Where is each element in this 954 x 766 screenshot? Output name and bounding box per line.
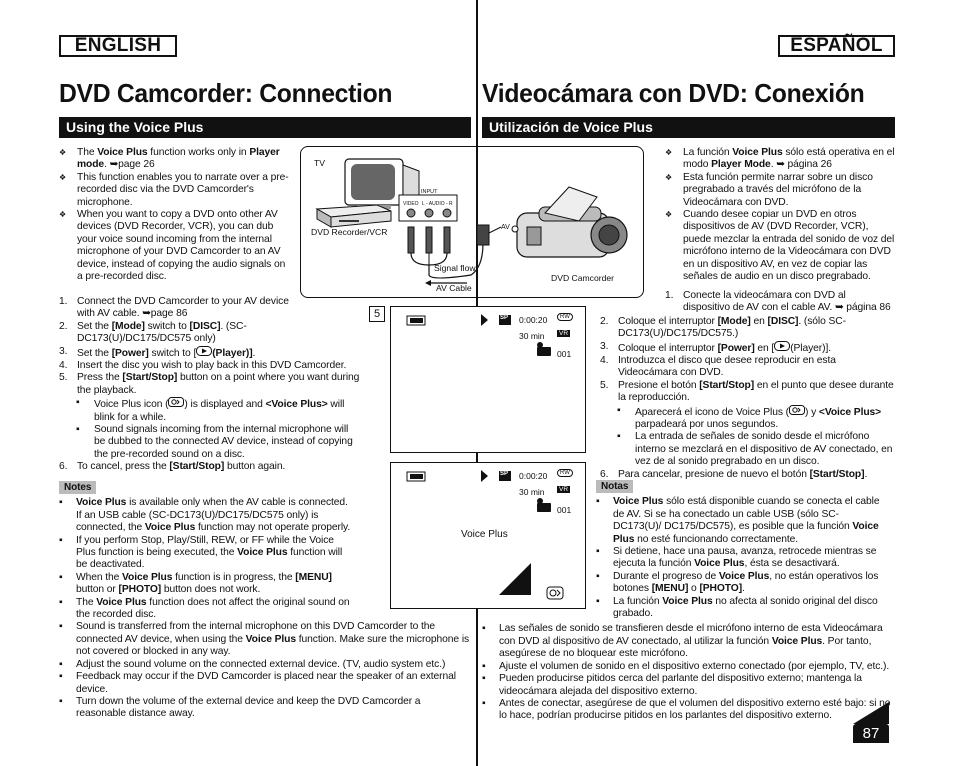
disc-format-badge: VR (559, 486, 569, 493)
connection-diagram (300, 146, 644, 298)
en-note: ▪ Adjust the sound volume on the connected external device. (TV, audio system etc.) (59, 659, 471, 671)
en-note: ▪ The Voice Plus function does not affect the original sound on the recorded disc. (59, 597, 355, 622)
time-code: 0:00:20 (519, 315, 548, 325)
en-step: 3. Set the [Power] switch to [ (Player)]. (59, 345, 256, 359)
play-icon (774, 341, 790, 355)
en-step: 1. Connect the DVD Camcorder to your AV device with AV cable. ➥page 86 (59, 296, 289, 320)
en-substep: ▪ Sound signals incoming from the internal microphone will be dubbed to the connected AV device, instead of copying the pre-recorded sound on a disc. (59, 424, 361, 461)
es-note: ▪ Voice Plus sólo está disponible cuando se conecta el cable de AV. Si se ha conectado un cable USB (sólo SC-DC173(U)/ DC175/DC575), es posible que la función Voice Plus no esté funcionando correctamente. (596, 496, 881, 546)
av-jack-label: AV (501, 224, 510, 231)
dvd-recorder-label: DVD Recorder/VCR (311, 227, 388, 237)
en-bullet: ❖ The Voice Plus function works only in Player mode. ➥page 26 (59, 147, 291, 172)
es-bullet: ❖ Cuando desee copiar un DVD en otros dispositivos de AV (DVD Recorder, VCR), puede mezclar la entrada del sonido de voz del micrófono interno de la Videocámara con DVD en un dispositivo AV, en vez de copiar las señales de audio en un disco pregrabado. (665, 209, 895, 283)
video-label: VIDEO (403, 201, 419, 207)
es-bullet: ❖ La función Voice Plus sólo está operativa en el modo Player Mode. ➥ página 26 (665, 147, 895, 172)
es-steps (600, 290, 895, 481)
es-note: ▪ Las señales de sonido se transfieren desde el micrófono interno de esta Videocámara con DVD al dispositivo de AV conectado, al utilizar la función Voice Plus. Por tanto, asegúrese de no bloquear este micrófono. (482, 623, 895, 660)
disc-mode: SP (500, 315, 509, 321)
es-step: 3. Coloque el interruptor [Power] en [ (Player)]. (600, 340, 831, 354)
en-bullet: ❖ When you want to copy a DVD onto other AV devices (DVD Recorder, VCR), you can dub your voice sound incoming from the internal microphone of your DVD Camcorder to an AV device, instead of copying the audio signals on a pre-recorded disc. (59, 209, 291, 283)
es-step: 1. Conecte la videocámara con DVD al dispositivo de AV con el cable AV. ➥ página 86 (665, 290, 891, 314)
audio-label: L - AUDIO - R (422, 201, 453, 207)
es-note: ▪ La función Voice Plus no afecta al sonido original del disco grabado. (596, 596, 881, 621)
voice-plus-icon (789, 405, 805, 419)
es-note: ▪ Pueden producirse pitidos cerca del parlante del dispositivo externo; mantenga la videocámara alejada del dispositivo externo. (482, 673, 895, 698)
input-label: INPUT (421, 189, 438, 195)
spanish-label: ESPAÑOL (778, 35, 895, 57)
counter: 001 (557, 505, 572, 515)
es-intro (665, 147, 895, 283)
en-note: ▪ When the Voice Plus function is in progress, the [MENU] button or [PHOTO] button does not work. (59, 572, 355, 597)
disc-format-badge: VR (559, 330, 569, 337)
page-number: 87 (853, 724, 889, 743)
disc-type-badge: RW (557, 313, 573, 321)
notes-label: Notes (59, 481, 96, 494)
time-code: 0:00:20 (519, 471, 548, 481)
signal-flow-label: Signal flow (434, 263, 476, 273)
page-number-tab (853, 702, 889, 724)
es-bullet: ❖ Esta función permite narrar sobre un disco pregrabado a través del micrófono de la Videocámara con DVD. (665, 172, 895, 209)
dvd-camcorder-label: DVD Camcorder (551, 273, 615, 283)
en-substep: ▪ Voice Plus icon ( ) is displayed and <Voice Plus> will blink for a while. (59, 397, 361, 424)
es-step: 6. Para cancelar, presione de nuevo el botón [Start/Stop]. (600, 468, 868, 480)
notes-label: Notas (596, 480, 633, 493)
tv-label: TV (314, 158, 325, 168)
play-icon (196, 346, 212, 360)
en-note: ▪ Sound is transferred from the internal microphone on this DVD Camcorder to the connected AV device, when using the Voice Plus function. Make sure the microphone is not covered or blocked in any way. (59, 621, 471, 658)
en-step: 4. Insert the disc you wish to play back in this DVD Camcorder. (59, 360, 347, 372)
en-intro (59, 147, 291, 283)
es-notes (482, 480, 895, 723)
en-note: ▪ Voice Plus is available only when the AV cable is connected. If an USB cable (SC-DC173(U)/DC175/DC575 only) is connected, the Voice Plus function may not operate properly. (59, 497, 355, 534)
en-step: 5. Press the [Start/Stop] button on a point where you want during the playback. (59, 372, 360, 396)
lcd-screen (390, 306, 586, 453)
en-step: 6. To cancel, press the [Start/Stop] button again. (59, 461, 286, 473)
en-note: ▪ Turn down the volume of the external device and keep the DVD Camcorder a reasonable distance away. (59, 696, 471, 721)
page-title-es: Videocámara con DVD: Conexión (482, 78, 865, 108)
en-steps (59, 296, 361, 474)
remaining-time: 30 min (519, 331, 545, 341)
section-title-es: Utilización de Voice Plus (482, 117, 895, 138)
step-number-badge: 5 (369, 306, 385, 322)
es-note: ▪ Durante el progreso de Voice Plus, no están operativos los botones [MENU] o [PHOTO]. (596, 571, 881, 596)
english-label: ENGLISH (59, 35, 177, 57)
disc-type-badge: RW (557, 469, 573, 477)
es-step: 4. Introduzca el disco que desee reproducir en esta Videocámara con DVD. (600, 355, 836, 379)
av-cable-label: AV Cable (436, 283, 472, 293)
es-step: 5. Presione el botón [Start/Stop] en el punto que desee durante la reproducción. (600, 379, 894, 404)
en-note: ▪ If you perform Stop, Play/Still, REW, or FF while the Voice Plus function is being executed, the Voice Plus function will be deactivated. (59, 535, 355, 572)
disc-mode: SP (500, 471, 509, 477)
es-note: ▪ Si detiene, hace una pausa, avanza, retrocede mientras se ejecuta la función Voice Plus, ésta se desactivará. (596, 546, 881, 571)
voice-plus-indicator: Voice Plus (461, 529, 508, 540)
remaining-time: 30 min (519, 487, 545, 497)
es-step: 2. Coloque el interruptor [Mode] en [DISC]. (sólo SC-DC173(U)/DC175/DC575.) (600, 315, 846, 340)
es-note: ▪ Ajuste el volumen de sonido en el dispositivo externo conectado (por ejemplo, TV, etc.). (482, 661, 895, 673)
en-bullet: ❖ This function enables you to narrate over a pre-recorded disc via the DVD Camcorder's microphone. (59, 172, 291, 209)
section-title-en: Using the Voice Plus (59, 117, 471, 138)
counter: 001 (557, 349, 572, 359)
es-substep: ▪ La entrada de señales de sonido desde el micrófono interno se mezclará en el dispositivo de AV conectado, en vez de al sonido pregrabado en un disco. (600, 431, 895, 468)
en-note: ▪ Feedback may occur if the DVD Camcorder is placed near the speaker of an external device. (59, 671, 471, 696)
page-title-en: DVD Camcorder: Connection (59, 78, 393, 108)
en-step: 2. Set the [Mode] switch to [DISC]. (SC-DC173(U)/DC175/DC575 only) (59, 320, 247, 345)
es-substep: ▪ Aparecerá el icono de Voice Plus ( ) y <Voice Plus> parpadeará por unos segundos. (600, 405, 895, 432)
es-note: ▪ Antes de conectar, asegúrese de que el volumen del dispositivo externo esté bajo: si no lo hace, podrían producirse pitidos en los parlantes del dispositivo externo. (482, 698, 895, 723)
voice-plus-icon (168, 397, 184, 411)
